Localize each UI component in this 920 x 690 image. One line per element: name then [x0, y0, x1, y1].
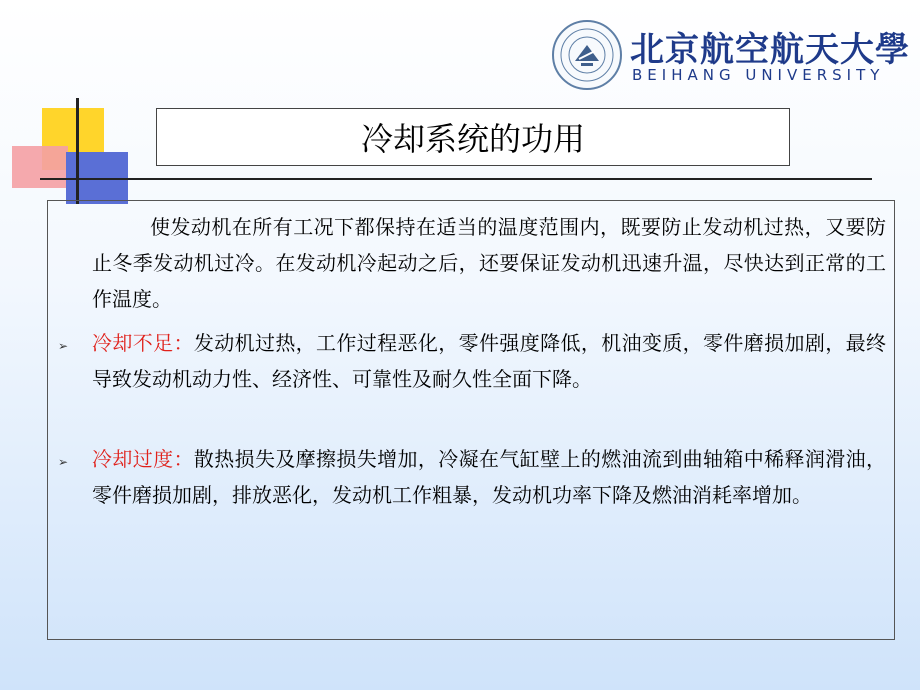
decor-pink-square [12, 146, 68, 188]
content-box [47, 200, 895, 640]
bullet-arrow-icon: ➢ [58, 339, 69, 353]
point-label: 冷却过度： [92, 447, 194, 471]
university-en-name: BEIHANG UNIVERSITY [632, 66, 885, 84]
slide-title-box [156, 108, 790, 166]
point-insufficient-cooling [92, 325, 886, 397]
slide-title: 冷却系统的功用 [360, 120, 585, 158]
university-logo [552, 20, 910, 92]
university-seal-icon [552, 20, 622, 90]
point-overcooling [92, 441, 886, 513]
intro-paragraph: 使发动机在所有工况下都保持在适当的温度范围内，既要防止发动机过热，又要防止冬季发动机过冷。在发动机冷起动之后，还要保证发动机迅速升温，尽快达到正常的工作温度。 [92, 215, 886, 311]
decor-horizontal-line [40, 178, 872, 180]
point-label: 冷却不足： [92, 331, 194, 355]
university-cn-name: 北京航空航天大學 [630, 30, 910, 70]
decor-vertical-line [76, 98, 79, 204]
point-text: 散热损失及摩擦损失增加，冷凝在气缸壁上的燃油流到曲轴箱中稀释润滑油，零件磨损加剧，排放恶化，发动机工作粗暴，发动机功率下降及燃油消耗率增加。 [92, 447, 887, 507]
point-text: 发动机过热，工作过程恶化，零件强度降低，机油变质，零件磨损加剧，最终导致发动机动力性、经济性、可靠性及耐久性全面下降。 [92, 331, 887, 391]
bullet-arrow-icon: ➢ [58, 455, 69, 469]
